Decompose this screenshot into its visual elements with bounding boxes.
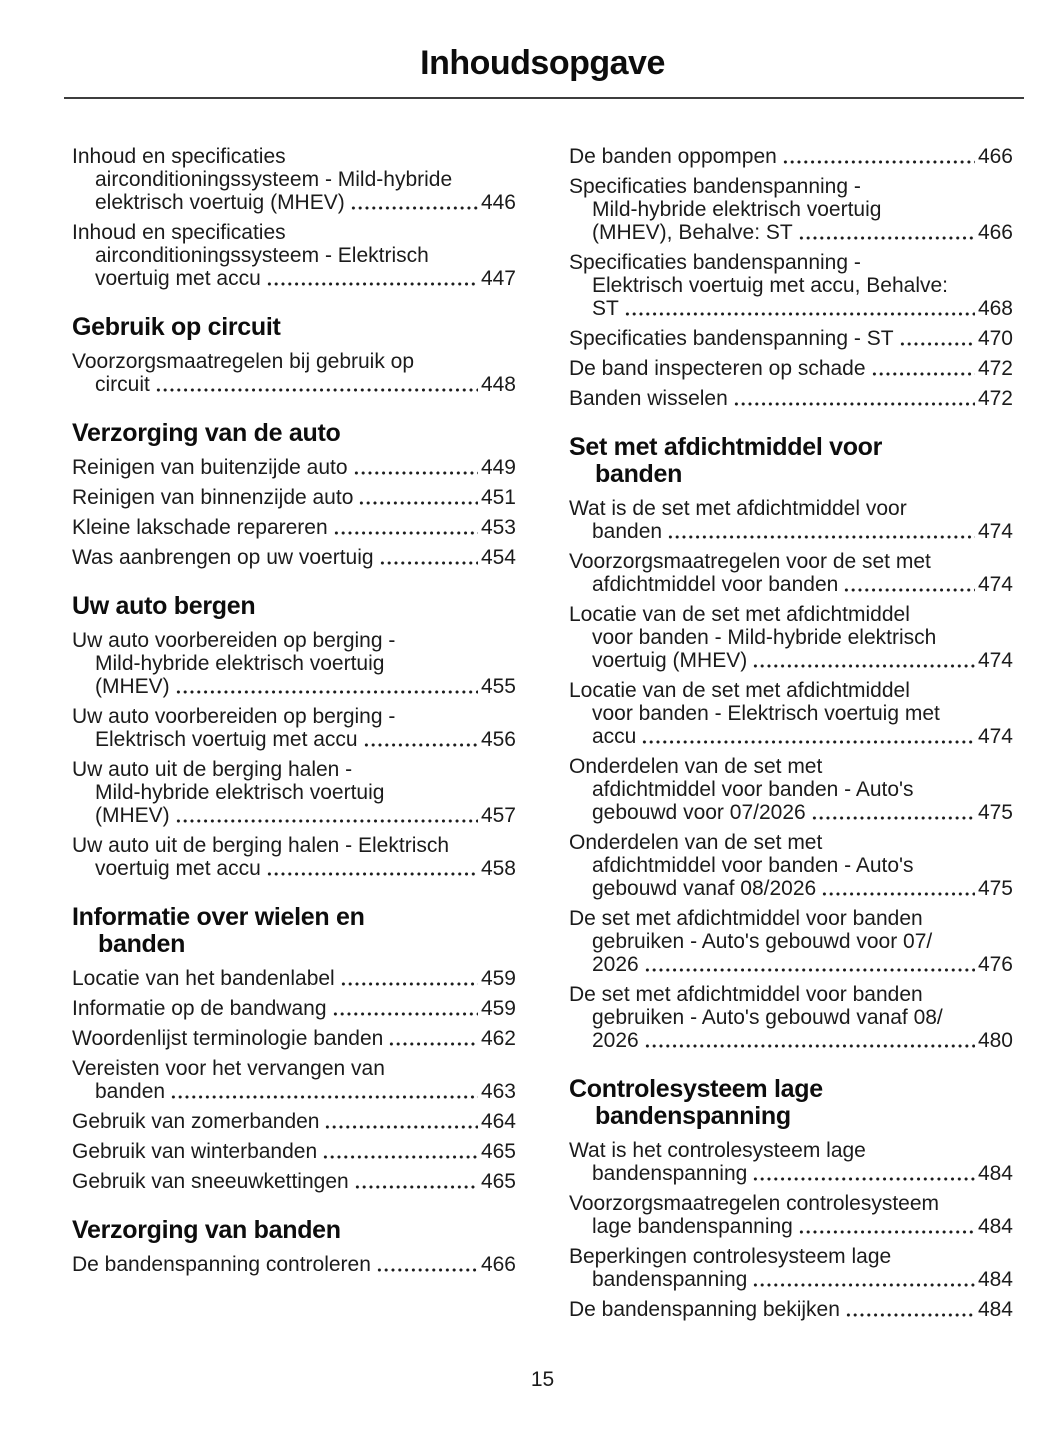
- dot-leader: [266, 281, 478, 287]
- toc-entry-page-number: 447: [480, 267, 516, 290]
- toc-entry: [569, 251, 1013, 320]
- toc-section: [72, 1217, 516, 1276]
- toc-entry-line: Voorzorgsmaatregelen voor de set met: [569, 550, 931, 573]
- dot-leader: [798, 235, 975, 241]
- toc-entry: [72, 705, 516, 751]
- toc-entry-title: Gebruik van winterbanden: [72, 1140, 318, 1163]
- toc-entry-page-number: 458: [480, 857, 516, 880]
- dot-leader: [782, 159, 975, 165]
- toc-entry-lastline: [72, 728, 516, 751]
- toc-entry-page-number: 456: [480, 728, 516, 751]
- section-heading-line: Verzorging van de auto: [72, 419, 341, 447]
- dot-leader: [871, 371, 975, 377]
- toc-entry-page-number: 449: [480, 456, 516, 479]
- toc-entry-line: Uw auto uit de berging halen -: [72, 758, 353, 781]
- toc-entry-line: voor banden - Elektrisch voertuig met: [592, 702, 940, 725]
- toc-entry: [72, 1140, 516, 1163]
- toc-entry-page-number: 465: [480, 1140, 516, 1163]
- dot-leader: [899, 341, 975, 347]
- toc-entry-lastline: [569, 649, 1013, 672]
- toc-entry: [72, 1170, 516, 1193]
- toc-entry-title: Was aanbrengen op uw voertuig: [72, 546, 374, 569]
- toc-entry-line: Elektrisch voertuig met accu, Behalve:: [592, 274, 948, 297]
- toc-entry-line: airconditioningssysteem - Mild-hybride: [95, 168, 453, 191]
- toc-entry: [72, 145, 516, 214]
- toc-entry-line: Voorzorgsmaatregelen controlesysteem: [569, 1192, 940, 1215]
- dot-leader: [644, 967, 975, 973]
- section-heading: [569, 434, 1013, 488]
- toc-entry-lastline: [72, 267, 516, 290]
- toc-entry-line: De set met afdichtmiddel voor banden: [569, 907, 923, 930]
- toc-entry-line: Locatie van de set met afdichtmiddel: [569, 679, 910, 702]
- dot-leader: [376, 1267, 478, 1273]
- toc-entry-lastline: [72, 486, 516, 509]
- page-number: 15: [530, 1368, 555, 1391]
- toc-entry-line: Mild-hybride elektrisch voertuig: [95, 781, 385, 804]
- toc-entry-lastline: [72, 1080, 516, 1103]
- dot-leader: [175, 818, 478, 824]
- toc-entry: [569, 1298, 1013, 1321]
- section-heading: [72, 420, 516, 447]
- toc-entry-page-number: 484: [977, 1162, 1013, 1185]
- toc-entry: [72, 516, 516, 539]
- dot-leader: [821, 891, 975, 897]
- dot-leader: [332, 1011, 478, 1017]
- toc-entry-page-number: 480: [977, 1029, 1013, 1052]
- toc-entry-page-number: 451: [480, 486, 516, 509]
- dot-leader: [350, 205, 478, 211]
- section-heading-line: Verzorging van banden: [72, 1216, 341, 1244]
- toc-entry-line: Mild-hybride elektrisch voertuig: [592, 198, 882, 221]
- toc-entry-line: airconditioningssysteem - Elektrisch: [95, 244, 429, 267]
- toc-entry-title: afdichtmiddel voor banden: [592, 573, 839, 596]
- toc-entry-title: Elektrisch voertuig met accu: [95, 728, 358, 751]
- toc-entry-lastline: [72, 456, 516, 479]
- toc-entry-title: banden: [95, 1080, 166, 1103]
- toc-columns: [72, 145, 1013, 1328]
- toc-entry-title: Banden wisselen: [569, 387, 728, 410]
- toc-entry: [569, 907, 1013, 976]
- toc-entry-title: bandenspanning: [592, 1268, 748, 1291]
- dot-leader: [353, 470, 478, 476]
- toc-entry-page-number: 459: [480, 967, 516, 990]
- toc-entry-page-number: 472: [977, 357, 1013, 380]
- section-heading-line: banden: [98, 930, 186, 958]
- toc-entry-lastline: [569, 1215, 1013, 1238]
- toc-entry-title: accu: [592, 725, 637, 748]
- toc-entry-line: gebruiken - Auto's gebouwd voor 07/: [592, 930, 933, 953]
- toc-entry-page-number: 476: [977, 953, 1013, 976]
- toc-column-left: [72, 145, 516, 1283]
- toc-entry: [569, 679, 1013, 748]
- toc-entry-title: gebouwd voor 07/2026: [592, 801, 806, 824]
- section-heading-line: Gebruik op circuit: [72, 313, 281, 341]
- toc-entry-line: Specificaties bandenspanning -: [569, 251, 861, 274]
- toc-entry-title: De bandenspanning controleren: [72, 1253, 371, 1276]
- toc-entry-title: Gebruik van sneeuwkettingen: [72, 1170, 349, 1193]
- toc-entry-page-number: 448: [480, 373, 516, 396]
- dot-leader: [641, 739, 975, 745]
- toc-entry-page-number: 472: [977, 387, 1013, 410]
- toc-entry-line: Voorzorgsmaatregelen bij gebruik op: [72, 350, 415, 373]
- toc-entry-line: Wat is het controlesysteem lage: [569, 1139, 866, 1162]
- toc-entry-title: voertuig (MHEV): [592, 649, 748, 672]
- toc-entry-page-number: 475: [977, 877, 1013, 900]
- toc-entry-page-number: 484: [977, 1215, 1013, 1238]
- toc-entry: [569, 145, 1013, 168]
- toc-entry-title: De band inspecteren op schade: [569, 357, 866, 380]
- toc-entry-line: Uw auto voorbereiden op berging -: [72, 629, 396, 652]
- toc-entry-line: Inhoud en specificaties: [72, 221, 286, 244]
- toc-section: [569, 1076, 1013, 1321]
- section-heading: [72, 314, 516, 341]
- dot-leader: [644, 1043, 975, 1049]
- toc-entry-lastline: [72, 967, 516, 990]
- dot-leader: [379, 560, 478, 566]
- dot-leader: [333, 530, 478, 536]
- toc-entry-lastline: [569, 221, 1013, 244]
- dot-leader: [170, 1094, 478, 1100]
- toc-entry-title: 2026: [592, 953, 639, 976]
- dot-leader: [322, 1154, 478, 1160]
- dot-leader: [752, 1282, 975, 1288]
- toc-entry-title: Specificaties bandenspanning - ST: [569, 327, 894, 350]
- toc-section: [569, 434, 1013, 1052]
- toc-entry: [72, 456, 516, 479]
- dot-leader: [340, 981, 478, 987]
- toc-entry: [569, 497, 1013, 543]
- dot-leader: [175, 689, 478, 695]
- section-heading-line: Uw auto bergen: [72, 592, 256, 620]
- toc-entry-page-number: 474: [977, 649, 1013, 672]
- dot-leader: [354, 1184, 478, 1190]
- toc-entry-lastline: [569, 145, 1013, 168]
- toc-entry: [72, 1110, 516, 1133]
- toc-entry-page-number: 463: [480, 1080, 516, 1103]
- toc-entry-page-number: 466: [480, 1253, 516, 1276]
- toc-entry-title: (MHEV), Behalve: ST: [592, 221, 793, 244]
- section-heading: [72, 904, 516, 958]
- toc-entry: [72, 486, 516, 509]
- section-heading-line: Set met afdichtmiddel voor: [569, 433, 883, 461]
- toc-section: [72, 593, 516, 880]
- toc-entry: [569, 1245, 1013, 1291]
- toc-entry-lastline: [72, 191, 516, 214]
- section-heading-line: Informatie over wielen en: [72, 903, 365, 931]
- toc-entry-line: Wat is de set met afdichtmiddel voor: [569, 497, 907, 520]
- toc-section: [72, 904, 516, 1193]
- toc-entry-lastline: [72, 546, 516, 569]
- toc-entry-line: Uw auto voorbereiden op berging -: [72, 705, 396, 728]
- toc-entry-line: Onderdelen van de set met: [569, 755, 823, 778]
- toc-entry: [569, 327, 1013, 350]
- dot-leader: [752, 663, 975, 669]
- toc-entry-lastline: [569, 1029, 1013, 1052]
- dot-leader: [266, 871, 478, 877]
- page-header: [0, 0, 1055, 99]
- toc-entry-line: afdichtmiddel voor banden - Auto's: [592, 778, 914, 801]
- section-heading-line: bandenspanning: [595, 1102, 791, 1130]
- toc-entry-lastline: [72, 804, 516, 827]
- toc-entry-line: Specificaties bandenspanning -: [569, 175, 861, 198]
- toc-entry: [72, 758, 516, 827]
- toc-entry-line: Beperkingen controlesysteem lage: [569, 1245, 892, 1268]
- toc-entry: [569, 755, 1013, 824]
- dot-leader: [798, 1229, 975, 1235]
- toc-entry-title: Woordenlijst terminologie banden: [72, 1027, 384, 1050]
- toc-entry-lastline: [72, 373, 516, 396]
- toc-entry: [569, 357, 1013, 380]
- toc-entry-line: Mild-hybride elektrisch voertuig: [95, 652, 385, 675]
- toc-entry-title: voertuig met accu: [95, 857, 261, 880]
- toc-entry-page-number: 466: [977, 145, 1013, 168]
- toc-entry: [569, 175, 1013, 244]
- toc-entry: [569, 550, 1013, 596]
- toc-entry-title: elektrisch voertuig (MHEV): [95, 191, 345, 214]
- toc-entry-title: Reinigen van buitenzijde auto: [72, 456, 348, 479]
- toc-entry-lastline: [569, 520, 1013, 543]
- toc-entry-lastline: [569, 327, 1013, 350]
- toc-entry-title: lage bandenspanning: [592, 1215, 793, 1238]
- toc-entry: [72, 1027, 516, 1050]
- toc-entry-title: ST: [592, 297, 619, 320]
- toc-entry-line: afdichtmiddel voor banden - Auto's: [592, 854, 914, 877]
- toc-entry-page-number: 455: [480, 675, 516, 698]
- toc-entry-page-number: 474: [977, 573, 1013, 596]
- toc-entry-title: (MHEV): [95, 675, 170, 698]
- dot-leader: [155, 387, 478, 393]
- toc-section: [72, 314, 516, 396]
- toc-entry: [72, 1057, 516, 1103]
- toc-entry: [72, 350, 516, 396]
- dot-leader: [358, 500, 478, 506]
- toc-section: [72, 420, 516, 569]
- toc-entry-page-number: 465: [480, 1170, 516, 1193]
- toc-entry-page-number: 466: [977, 221, 1013, 244]
- toc-entry-line: Uw auto uit de berging halen - Elektrisch: [72, 834, 450, 857]
- toc-entry-lastline: [569, 387, 1013, 410]
- toc-entry-page-number: 474: [977, 520, 1013, 543]
- toc-entry-lastline: [72, 675, 516, 698]
- toc-entry-lastline: [72, 997, 516, 1020]
- section-heading-line: Controlesysteem lage: [569, 1075, 823, 1103]
- dot-leader: [811, 815, 975, 821]
- toc-entry-title: circuit: [95, 373, 150, 396]
- section-heading-line: banden: [595, 460, 683, 488]
- toc-entry: [569, 1192, 1013, 1238]
- toc-entry-lastline: [569, 573, 1013, 596]
- toc-entry-lastline: [569, 1298, 1013, 1321]
- toc-entry-page-number: 470: [977, 327, 1013, 350]
- toc-entry-title: banden: [592, 520, 663, 543]
- toc-entry: [72, 221, 516, 290]
- toc-entry-title: Locatie van het bandenlabel: [72, 967, 335, 990]
- toc-entry: [569, 387, 1013, 410]
- section-heading: [72, 1217, 516, 1244]
- toc-column-right: [569, 145, 1013, 1328]
- toc-entry-lastline: [569, 953, 1013, 976]
- toc-entry-lastline: [72, 516, 516, 539]
- toc-entry: [569, 983, 1013, 1052]
- dot-leader: [324, 1124, 477, 1130]
- toc-entry-lastline: [569, 1268, 1013, 1291]
- toc-entry-page-number: 464: [480, 1110, 516, 1133]
- toc-entry-lastline: [569, 1162, 1013, 1185]
- toc-entry: [72, 546, 516, 569]
- toc-entry-page-number: 462: [480, 1027, 516, 1050]
- toc-entry-title: gebouwd vanaf 08/2026: [592, 877, 817, 900]
- toc-entry-lastline: [72, 1110, 516, 1133]
- toc-entry-title: Informatie op de bandwang: [72, 997, 327, 1020]
- toc-entry-page-number: 446: [480, 191, 516, 214]
- toc-entry-lastline: [72, 1027, 516, 1050]
- toc-entry-lastline: [72, 1140, 516, 1163]
- toc-entry-lastline: [569, 297, 1013, 320]
- toc-entry-page-number: 468: [977, 297, 1013, 320]
- toc-entry: [569, 831, 1013, 900]
- toc-entry-lastline: [72, 1170, 516, 1193]
- toc-entry: [72, 1253, 516, 1276]
- toc-entry-page-number: 484: [977, 1298, 1013, 1321]
- toc-entry: [72, 629, 516, 698]
- toc-entry: [72, 997, 516, 1020]
- toc-entry-lastline: [72, 1253, 516, 1276]
- dot-leader: [845, 1312, 975, 1318]
- dot-leader: [667, 534, 975, 540]
- section-heading: [72, 593, 516, 620]
- toc-entry-page-number: 459: [480, 997, 516, 1020]
- toc-entry: [72, 834, 516, 880]
- toc-entry-page-number: 457: [480, 804, 516, 827]
- toc-entry-title: Kleine lakschade repareren: [72, 516, 328, 539]
- header-divider: [64, 97, 1024, 99]
- dot-leader: [624, 311, 975, 317]
- toc-entry-lastline: [569, 725, 1013, 748]
- toc-entry-title: Reinigen van binnenzijde auto: [72, 486, 354, 509]
- toc-entry-title: bandenspanning: [592, 1162, 748, 1185]
- toc-entry-line: Inhoud en specificaties: [72, 145, 286, 168]
- toc-entry-lastline: [569, 801, 1013, 824]
- toc-entry: [72, 967, 516, 990]
- toc-entry-line: voor banden - Mild-hybride elektrisch: [592, 626, 937, 649]
- toc-entry: [569, 603, 1013, 672]
- toc-entry-line: De set met afdichtmiddel voor banden: [569, 983, 923, 1006]
- toc-entry-page-number: 475: [977, 801, 1013, 824]
- toc-entry-title: Gebruik van zomerbanden: [72, 1110, 320, 1133]
- toc-entry-line: Locatie van de set met afdichtmiddel: [569, 603, 910, 626]
- toc-entry-line: gebruiken - Auto's gebouwd vanaf 08/: [592, 1006, 943, 1029]
- toc-section: [72, 145, 516, 290]
- dot-leader: [388, 1041, 478, 1047]
- dot-leader: [843, 587, 975, 593]
- toc-entry-title: De bandenspanning bekijken: [569, 1298, 840, 1321]
- toc-entry-page-number: 454: [480, 546, 516, 569]
- toc-entry-lastline: [72, 857, 516, 880]
- toc-entry-page-number: 453: [480, 516, 516, 539]
- toc-entry-page-number: 474: [977, 725, 1013, 748]
- page-title: Inhoudsopgave: [420, 44, 665, 82]
- toc-entry-title: (MHEV): [95, 804, 170, 827]
- toc-entry-title: De banden oppompen: [569, 145, 777, 168]
- dot-leader: [363, 742, 478, 748]
- toc-entry-lastline: [569, 877, 1013, 900]
- section-heading: [569, 1076, 1013, 1130]
- dot-leader: [733, 401, 975, 407]
- toc-entry-lastline: [569, 357, 1013, 380]
- toc-entry-title: voertuig met accu: [95, 267, 261, 290]
- page-footer: [72, 1368, 1013, 1392]
- toc-entry-page-number: 484: [977, 1268, 1013, 1291]
- dot-leader: [752, 1176, 975, 1182]
- toc-entry-title: 2026: [592, 1029, 639, 1052]
- toc-entry-line: Onderdelen van de set met: [569, 831, 823, 854]
- toc-entry-line: Vereisten voor het vervangen van: [72, 1057, 385, 1080]
- toc-section: [569, 145, 1013, 410]
- toc-entry: [569, 1139, 1013, 1185]
